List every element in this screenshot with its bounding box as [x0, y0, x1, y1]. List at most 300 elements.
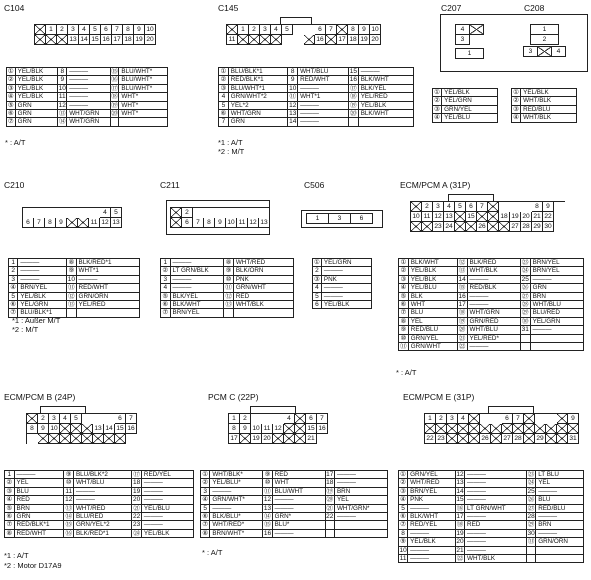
ecma-gap — [554, 222, 565, 231]
c208-terminal-number: ② — [513, 97, 519, 105]
pcmc-wire-color: GRN* — [272, 513, 325, 521]
ecma-wire-color: ——— — [467, 301, 520, 309]
ecma-blank-pin — [477, 212, 488, 222]
ecma-wire-color: YEL/BLK — [408, 267, 457, 275]
c210-pin: 12 — [100, 218, 111, 228]
pcmc-blank-pin — [273, 434, 284, 444]
ecmb-blank-pin — [71, 434, 82, 444]
ecma-terminal-number: ㉚ — [521, 317, 529, 325]
ecma-blank-pin — [411, 202, 422, 212]
c210-wire-color: ——— — [18, 275, 67, 283]
ecmb-terminal-number: ⑨ — [65, 471, 72, 478]
c208-blank-pin — [538, 47, 552, 57]
ecme-pin: 26 — [480, 434, 491, 444]
ecme-blank-pin — [469, 424, 480, 434]
c210-blank-pin — [67, 218, 78, 228]
c145-wire-color — [358, 118, 413, 126]
ecme-pin: 7 — [513, 414, 524, 424]
ecma-blank-pin — [455, 222, 466, 232]
c145-terminal-number: ⑲ — [350, 101, 357, 109]
c211-wire-color: BLK/WHT — [170, 301, 224, 309]
c145-pin: 20 — [370, 35, 381, 45]
c104-terminal-number: ⑯ — [111, 76, 118, 84]
c104-pin: 7 — [112, 25, 123, 35]
c104-wire-color: GRN — [15, 101, 58, 109]
c145-terminal-number: ② — [220, 76, 227, 84]
ecma-gap — [499, 202, 510, 211]
ecme-terminal-number: ⑥ — [400, 513, 406, 521]
ecma-terminal-number: ⑲ — [458, 317, 466, 325]
ecme-blank-pin — [524, 434, 535, 444]
c506-terminal-number: 5 — [313, 292, 322, 300]
ecma-wire-row — [399, 309, 584, 317]
ecme-wire-color: ——— — [465, 487, 527, 495]
c210-gap — [34, 208, 45, 217]
pcmc-wire-color: ——— — [334, 513, 387, 521]
ecma-pin: 9 — [543, 202, 554, 212]
c145-wire-row — [219, 118, 414, 126]
c145-wire-color: YEL/RED — [358, 93, 413, 101]
c104-wire-color: GRN — [15, 110, 58, 118]
ecme-blank-pin — [513, 424, 524, 434]
ecma-pin: 28 — [521, 222, 532, 232]
ecma-wire-color: RED/BLK — [467, 284, 520, 292]
ecme-blank-pin — [535, 424, 546, 434]
c104-pin: 5 — [90, 25, 101, 35]
ecme-gap — [546, 414, 557, 423]
ecma-wire-color — [530, 343, 583, 351]
ecmb-wire-color: YEL/BLU — [141, 504, 193, 512]
pcmc-pin: 11 — [262, 424, 273, 434]
ecma-blank-pin — [455, 212, 466, 222]
c211-terminal-number — [224, 309, 234, 317]
c104-pin: 2 — [57, 25, 68, 35]
c506-wire-table — [312, 258, 372, 309]
c211-pin: 8 — [204, 218, 215, 228]
ecme-blank-pin — [557, 424, 568, 434]
c145-pin: 8 — [348, 25, 359, 35]
ecmb-terminal-number: ④ — [6, 496, 13, 504]
c145-wire-color: ——— — [298, 118, 349, 126]
pcmc-blank-pin — [284, 434, 295, 444]
ecma-terminal-number: ⑥ — [400, 301, 407, 309]
c145-pin: 7 — [326, 25, 337, 35]
ecme-wire-color: GRN/ORN — [536, 538, 584, 546]
ecme-blank-pin — [524, 424, 535, 434]
c506-wire-color: ——— — [321, 284, 371, 292]
ecma-wire-color: WHT/GRN — [467, 309, 520, 317]
pcmc-pin: 12 — [273, 424, 284, 434]
pcmc-pin: 21 — [306, 434, 317, 444]
ecmb-gap — [82, 414, 93, 423]
ecmb-wire-color: BRN — [14, 504, 64, 512]
c104-pin: 17 — [112, 35, 123, 45]
ecme-wire-color: ——— — [465, 513, 527, 521]
ecme-terminal-number: 12 — [456, 471, 464, 478]
ecme-wire-color: BRN/YEL — [408, 487, 456, 495]
c506-terminal-number: ③ — [314, 275, 320, 283]
ecma-terminal-number — [520, 343, 530, 351]
pcmc-pin-face — [228, 413, 328, 444]
c145-terminal-number: 7 — [219, 118, 229, 126]
pcmc-terminal-number: ⑨ — [264, 471, 271, 478]
c210-gap — [78, 208, 89, 217]
c211-wire-color: ——— — [170, 284, 224, 292]
c211-terminal-number: ⑪ — [225, 284, 232, 292]
c104-pin: 10 — [145, 25, 156, 35]
c211-pin: 7 — [193, 218, 204, 228]
c145-terminal-number: 15 — [349, 68, 357, 75]
ecme-wire-color: RED — [465, 521, 527, 529]
c145-footnote-1: *1 : A/T — [218, 138, 243, 147]
pcmc-terminal-number: 13 — [263, 504, 272, 512]
c145-pin: 16 — [315, 35, 326, 45]
c506-pin: 6 — [351, 214, 373, 224]
c211-wire-color: BLK/YEL — [170, 292, 224, 300]
ecma-wire-color: YEL/BLK — [408, 275, 457, 283]
ecme-wire-color: ——— — [408, 504, 456, 512]
ecmb-wire-color: ——— — [141, 513, 193, 521]
c207-wire-color: YEL/GRN — [442, 97, 498, 105]
pcmc-pin: 10 — [251, 424, 262, 434]
c211-terminal-number: 3 — [161, 275, 171, 283]
ecma-gap — [554, 202, 565, 211]
c210-wire-color: YEL/GRN — [18, 301, 67, 309]
ecme-terminal-number: 11 — [399, 555, 407, 563]
pcmc-gap — [317, 434, 328, 443]
pcmc-wire-color: RED — [272, 471, 325, 479]
c104-blank-pin — [46, 35, 57, 45]
ecme-terminal-number: ㉙ — [527, 521, 535, 529]
pcmc-wire-color: WHT/BLK* — [210, 471, 263, 479]
ecmb-terminal-number: ㉑ — [133, 504, 140, 512]
c210-wire-row — [9, 267, 140, 275]
c208-pin: 1 — [531, 25, 559, 35]
pcmc-wire-row — [201, 529, 388, 537]
ecma-terminal-number: ㉖ — [521, 284, 529, 292]
ecmb-wire-color: YEL — [14, 479, 64, 487]
ecme-gap — [491, 414, 502, 423]
c211-wire-row — [161, 284, 294, 292]
c210-terminal-number: 10 — [67, 275, 75, 283]
ecma-wire-row — [399, 326, 584, 334]
ecme-terminal-number: 28 — [527, 513, 535, 521]
c145-blank-pin — [249, 35, 260, 45]
c211-terminal-number: ⑬ — [225, 301, 232, 309]
c145-footnote-2: *2 : M/T — [218, 147, 245, 156]
c145-terminal-number: 9 — [288, 76, 298, 84]
ecme-wire-color: ——— — [465, 546, 527, 554]
c145-wire-color: RED/WHT — [298, 76, 349, 84]
c207-terminal-number: ① — [434, 89, 440, 96]
ecma-wire-row — [399, 343, 584, 351]
c211-gap — [193, 208, 204, 217]
c145-terminal-number: 13 — [289, 110, 297, 118]
ecma-wire-color: GRN/WHT — [408, 343, 457, 351]
ecma-wire-row — [399, 292, 584, 300]
ecmb-wire-color: GRN/YEL*2 — [73, 521, 131, 529]
ecme-wire-row — [399, 529, 584, 537]
pcmc-pin: 20 — [262, 434, 273, 444]
ecmb-terminal-number: ⑩ — [65, 479, 72, 487]
pcmc-terminal-number: ⑭ — [264, 513, 271, 521]
ecme-terminal-number: ㉒ — [456, 555, 464, 563]
ecmb-pin: 2 — [38, 414, 49, 424]
ecma-pin: 15 — [466, 212, 477, 222]
c208-pin-face-lower — [523, 46, 566, 57]
c207-terminal-number: ② — [434, 97, 440, 105]
ecmb-wire-row — [5, 471, 194, 479]
pcmc-wire-color: ——— — [334, 471, 387, 479]
ecme-wire-row — [399, 504, 584, 512]
ecme-terminal-number: ④ — [400, 496, 406, 504]
pcmc-wire-color: BLU* — [272, 521, 325, 529]
c210-wire-color: ——— — [18, 267, 67, 275]
c211-title: C211 — [160, 180, 180, 190]
c210-pin-face — [22, 207, 122, 228]
c210-gap — [56, 208, 67, 217]
pcmc-terminal-number: ② — [202, 479, 209, 487]
c104-terminal-number: ③ — [7, 84, 14, 92]
ecma-pin: 19 — [510, 212, 521, 222]
pcmc-pin: 6 — [306, 414, 317, 424]
pcmc-pin: 8 — [229, 424, 240, 434]
ecmb-terminal-number: 22 — [133, 513, 141, 521]
ecma-terminal-number: ㉗ — [521, 292, 529, 300]
ecma-wire-color: ——— — [467, 275, 520, 283]
c145-wire-color: BLK/WHT — [358, 110, 413, 118]
c145-pin: 2 — [249, 25, 260, 35]
ecme-wire-row — [399, 546, 584, 554]
ecme-terminal-number: 8 — [399, 529, 408, 537]
c210-wire-row — [9, 292, 140, 300]
ecma-terminal-number: 17 — [458, 301, 466, 309]
ecme-wire-color: WHT/RED — [408, 479, 456, 487]
pcmc-terminal-number: ⑧ — [202, 529, 209, 537]
c104-wire-row — [7, 84, 168, 92]
c211-gap — [237, 208, 248, 217]
ecme-wire-color: ——— — [465, 496, 527, 504]
c104-terminal-number: ⑲ — [111, 101, 118, 109]
pcmc-pin: 17 — [229, 434, 240, 444]
pcmc-pin: 15 — [306, 424, 317, 434]
ecmb-wire-color: GRN — [14, 513, 64, 521]
c104-wire-color: BLU/WHT* — [119, 76, 168, 84]
c210-gap — [23, 208, 34, 217]
ecme-blank-pin — [458, 424, 469, 434]
ecmb-pin: 16 — [126, 424, 137, 434]
c506-wire-row — [313, 267, 372, 275]
c210-footnote-1: *1 : Außer M/T — [12, 316, 61, 325]
ecmb-title: ECM/PCM B (24P) — [4, 392, 76, 402]
ecme-wire-color: BLU — [536, 496, 584, 504]
c207-gap — [470, 35, 484, 44]
ecme-blank-pin — [469, 434, 480, 444]
pcmc-title: PCM C (22P) — [208, 392, 259, 402]
c104-pin-face — [34, 24, 156, 45]
c145-terminal-number: 8 — [288, 68, 298, 76]
c211-wire-row — [161, 275, 294, 283]
ecma-wire-color: BLU — [408, 309, 457, 317]
c145-terminal-number: ③ — [220, 84, 227, 92]
c210-pin: 13 — [111, 218, 122, 228]
c210-wire-color: WHT*1 — [76, 267, 139, 275]
c211-terminal-number: 4 — [161, 284, 171, 292]
ecma-pin: 8 — [532, 202, 543, 212]
pcmc-wire-color: ——— — [210, 487, 263, 495]
pcmc-wire-color: WHT — [272, 479, 325, 487]
ecme-terminal-number: ⑯ — [456, 504, 464, 512]
c506-terminal-number: 4 — [313, 284, 322, 292]
ecme-pin: 28 — [513, 434, 524, 444]
ecma-wire-color: YEL/RED* — [467, 334, 520, 342]
c210-gap — [67, 208, 78, 217]
c211-wire-color: WHT/BLK — [233, 301, 293, 309]
ecme-wire-color: ——— — [465, 529, 527, 537]
c104-pin: 1 — [46, 25, 57, 35]
ecmb-wire-color: WHT/RED — [73, 504, 131, 512]
c104-wire-row — [7, 101, 168, 109]
pcmc-wire-row — [201, 504, 388, 512]
c211-wire-row — [161, 267, 294, 275]
ecma-pin: 10 — [411, 212, 422, 222]
c145-wire-row — [219, 110, 414, 118]
ecma-wire-row — [399, 334, 584, 342]
c210-terminal-number: ⑪ — [68, 284, 75, 292]
c104-terminal-number: 12 — [58, 101, 66, 109]
pcmc-pin: 7 — [317, 414, 328, 424]
ecmb-wire-color: ——— — [141, 487, 193, 495]
c207-pin-face-lower — [455, 48, 484, 59]
c145-pin: 5 — [282, 25, 293, 35]
pcmc-pin: 16 — [317, 424, 328, 434]
ecmb-terminal-number: 19 — [133, 487, 141, 495]
ecme-pin: 27 — [502, 434, 513, 444]
pcmc-blank-pin — [295, 424, 306, 434]
c211-terminal-number: ⑧ — [225, 259, 232, 266]
ecmb-wire-table — [4, 470, 194, 538]
ecmb-terminal-number: ⑯ — [65, 529, 72, 537]
pcmc-pin: 9 — [240, 424, 251, 434]
ecme-terminal-number: ⑨ — [400, 538, 406, 546]
ecma-wire-row — [399, 284, 584, 292]
ecmb-blank-pin — [93, 434, 104, 444]
pcmc-wire-color: WHT/RED* — [210, 521, 263, 529]
ecme-blank-pin — [480, 424, 491, 434]
pcmc-wire-table — [200, 470, 388, 538]
ecma-terminal-number: ⑧ — [400, 317, 407, 325]
ecma-terminal-number: 16 — [458, 292, 466, 300]
c506-pin-face — [306, 213, 373, 224]
ecmb-wire-color: ——— — [73, 496, 131, 504]
ecmb-wire-color: ——— — [141, 521, 193, 529]
c104-terminal-number: 8 — [58, 68, 67, 76]
c211-pin: 10 — [226, 218, 237, 228]
c506-pin: 1 — [307, 214, 329, 224]
ecme-wire-color — [536, 546, 584, 554]
ecmb-pin: 10 — [49, 424, 60, 434]
c211-terminal-number: ② — [162, 267, 169, 275]
ecma-terminal-number: ㉔ — [521, 267, 529, 275]
ecmb-pin: 5 — [71, 414, 82, 424]
c210-wire-color: ——— — [18, 259, 67, 267]
ecme-wire-color: ——— — [465, 479, 527, 487]
c104-wire-color: YEL/BLK — [15, 76, 58, 84]
c104-pin: 18 — [123, 35, 134, 45]
ecme-blank-pin — [447, 424, 458, 434]
c145-title: C145 — [218, 3, 239, 13]
pcmc-wire-row — [201, 479, 388, 487]
ecmb-wire-row — [5, 479, 194, 487]
c211-terminal-number: ⑤ — [162, 292, 169, 300]
c210-blank-pin — [78, 218, 89, 228]
ecme-wire-row — [399, 471, 584, 479]
c145-terminal-number: ① — [220, 68, 227, 75]
ecma-wire-color: BRN — [530, 292, 583, 300]
pcmc-terminal-number: 18 — [326, 479, 334, 487]
ecmb-blank-pin — [82, 434, 93, 444]
c211-pin-face — [170, 207, 270, 228]
ecme-wire-color: ——— — [536, 487, 584, 495]
c210-terminal-number: 1 — [9, 259, 18, 267]
c104-pin: 9 — [134, 25, 145, 35]
ecma-wire-color: BLK — [408, 292, 457, 300]
c104-wire-row — [7, 110, 168, 118]
c104-pin: 4 — [79, 25, 90, 35]
ecmb-wire-row — [5, 529, 194, 537]
ecme-blank-pin — [502, 424, 513, 434]
c145-pin: 18 — [348, 35, 359, 45]
c506-wire-row — [313, 292, 372, 300]
ecme-gap — [535, 414, 546, 423]
ecme-wire-color: GRN/YEL — [408, 471, 456, 479]
ecme-wire-color: RED/YEL — [408, 521, 456, 529]
c208-pin: 4 — [552, 47, 566, 57]
c104-wire-color: YEL/BLK — [15, 84, 58, 92]
c208-pin-face — [530, 24, 559, 45]
c145-terminal-number — [348, 118, 358, 126]
ecmb-blank-pin — [60, 424, 71, 434]
ecme-wire-color: BLK/WHT — [408, 513, 456, 521]
c145-blank-pin — [238, 35, 249, 45]
c207-pin: 1 — [456, 49, 484, 59]
ecmb-wire-row — [5, 521, 194, 529]
c210-title: C210 — [4, 180, 25, 190]
pcmc-terminal-number: ⑪ — [264, 487, 271, 495]
c208-pin: 3 — [524, 47, 538, 57]
c506-terminal-number: 2 — [313, 267, 322, 275]
c104-wire-color: ——— — [67, 84, 110, 92]
c104-terminal-number: ⑤ — [7, 101, 14, 109]
ecma-pin: 21 — [532, 212, 543, 222]
c104-wire-row — [7, 93, 168, 101]
c211-gap — [204, 208, 215, 217]
ecmb-terminal-number: ② — [6, 479, 13, 487]
pcmc-pin: 19 — [251, 434, 262, 444]
c210-wire-color — [76, 309, 139, 317]
ecme-wire-color: LT BLU — [536, 471, 584, 479]
ecme-blank-pin — [568, 424, 579, 434]
c208-title: C208 — [524, 3, 545, 13]
c211-blank-pin — [171, 208, 182, 218]
c104-wire-color: BLU/WHT* — [119, 84, 168, 92]
ecme-title: ECM/PCM E (31P) — [403, 392, 475, 402]
c104-wire-color: WHT* — [119, 110, 168, 118]
c145-blank-pin — [337, 25, 348, 35]
ecma-wire-color: YEL/GRN — [530, 317, 583, 325]
ecma-wire-row — [399, 275, 584, 283]
ecma-terminal-number: ⑪ — [400, 343, 407, 351]
